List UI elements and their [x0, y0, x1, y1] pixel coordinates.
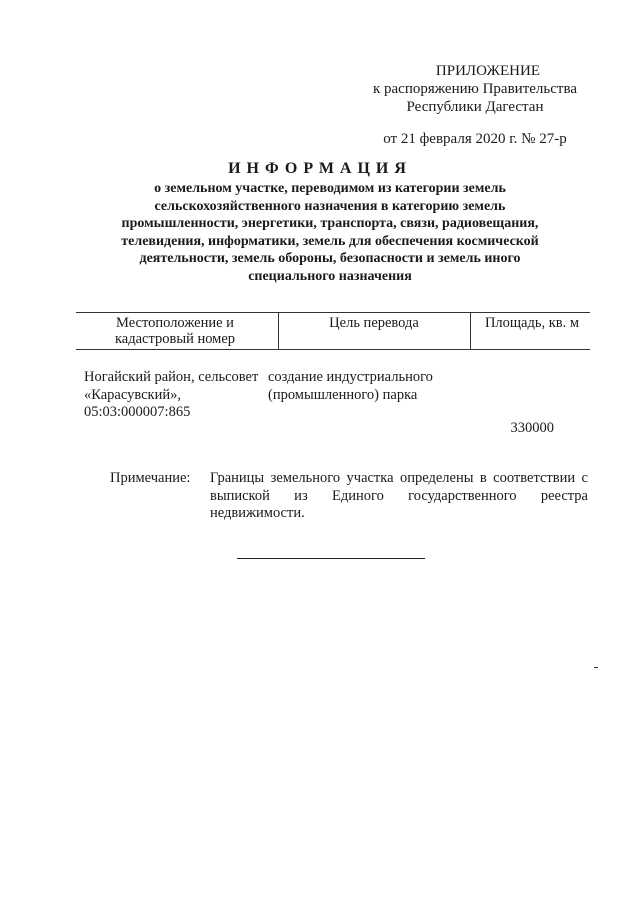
appendix-line-1: к распоряжению Правительства	[372, 81, 577, 97]
appendix-block	[360, 62, 590, 148]
header-area: Площадь, кв. м	[484, 315, 580, 331]
document-description: о земельном участке, переводимом из категории земель сельскохозяйственного назначения в категорию земель промышленности, энергетики, транспорта, связи, радиовещания, телевидения, информатики, земель для обеспечения космической деятельности, земель обороны, безопасности и земель иного специального назначения	[121, 181, 539, 284]
note-label: Примечание:	[110, 470, 191, 486]
column-separator	[470, 313, 471, 349]
cell-location: Ногайский район, сельсовет «Карасувский», 05:03:000007:865	[84, 369, 259, 420]
header-purpose: Цель перевода	[329, 315, 419, 331]
table-header	[76, 312, 590, 350]
appendix-date: от 21 февраля 2020 г. № 27-р	[383, 131, 567, 147]
cell-purpose: создание индустриального (промышленного) парка	[268, 369, 433, 403]
appendix-line-2: Республики Дагестан	[406, 99, 544, 115]
appendix-title: ПРИЛОЖЕНИЕ	[435, 63, 540, 79]
document-title: ИНФОРМАЦИЯ	[228, 160, 412, 177]
note-text: Границы земельного участка определены в соответствии с выпиской из Единого государственного реестра недвижимости.	[210, 470, 588, 521]
margin-dash	[594, 667, 598, 668]
header-location: Местоположение и кадастровый номер	[114, 315, 236, 347]
cell-area: 330000	[510, 420, 554, 436]
signature-line	[237, 558, 425, 559]
